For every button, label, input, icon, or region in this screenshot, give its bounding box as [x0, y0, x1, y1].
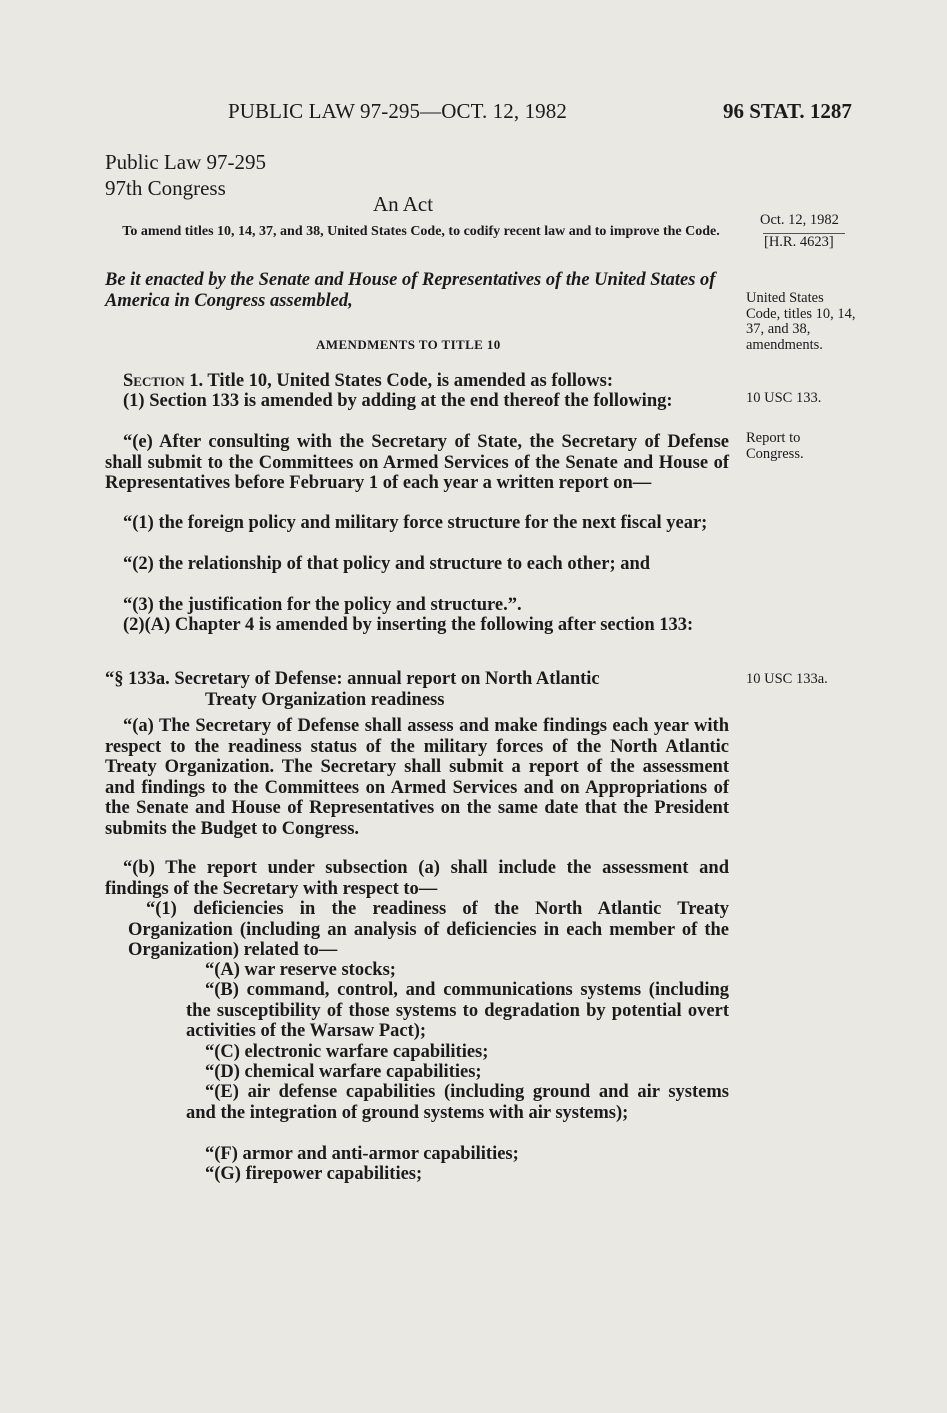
paragraph-1: (1) Section 133 is amended by adding at the end thereof the following: [123, 391, 673, 411]
item-E: “(E) air defense capabilities (including ground and air systems and the integration of ground systems with air systems); [186, 1082, 729, 1123]
paragraph-b: “(b) The report under subsection (a) shall include the assessment and findings of the Secretary with respect to— [105, 858, 729, 899]
paragraph-e: “(e) After consulting with the Secretary of State, the Secretary of Defense shall submit to the Committees on Armed Services of the Senate and House of Representatives before February 1 of each year a written report on— [105, 432, 729, 493]
section-1-intro [105, 371, 729, 392]
section-1-text: 1. Title 10, United States Code, is amended as follows: [184, 371, 614, 391]
margin-bill-number: [H.R. 4623] [764, 234, 834, 250]
congress-number: 97th Congress [105, 176, 226, 200]
margin-date: Oct. 12, 1982 [760, 212, 839, 228]
item-B: “(B) command, control, and communications systems (including the susceptibility of those systems to degradation by potential overt activities of the Warsaw Pact); [186, 980, 729, 1041]
margin-report-to-congress: Report to Congress. [746, 430, 804, 462]
running-head: PUBLIC LAW 97-295—OCT. 12, 1982 [228, 99, 567, 123]
section-133a-heading [105, 669, 729, 710]
item-3: “(3) the justification for the policy and structure.”. [123, 595, 522, 615]
item-b1: “(1) deficiencies in the readiness of the North Atlantic Treaty Organization (including an analysis of deficiencies in each member of the Organization) related to— [128, 899, 729, 960]
item-G: “(G) firepower capabilities; [205, 1164, 423, 1184]
margin-usc-amendments: United States Code, titles 10, 14, 37, and 38, amendments. [746, 290, 856, 353]
section-heading: AMENDMENTS TO TITLE 10 [316, 337, 501, 352]
margin-usc-133a: 10 USC 133a. [746, 671, 828, 687]
act-title: An Act [373, 192, 434, 216]
item-A: “(A) war reserve stocks; [205, 960, 396, 980]
public-law-number: Public Law 97-295 [105, 150, 266, 174]
enacting-clause: Be it enacted by the Senate and House of Representatives of the United States of America in Congress assembled, [105, 270, 716, 311]
section-133a-heading-line1: “§ 133a. Secretary of Defense: annual report on North Atlantic [105, 669, 600, 689]
item-D: “(D) chemical warfare capabilities; [205, 1062, 482, 1082]
paragraph-2a: (2)(A) Chapter 4 is amended by inserting the following after section 133: [123, 615, 694, 635]
item-F: “(F) armor and anti-armor capabilities; [205, 1144, 519, 1164]
section-label: Section [123, 371, 185, 391]
statute-page-number: 96 STAT. 1287 [723, 99, 852, 123]
paragraph-a: “(a) The Secretary of Defense shall assess and make findings each year with respect to the readiness status of the military forces of the North Atlantic Treaty Organization. The Secretary shall submit a report of the assessment and findings to the Committees on Armed Services and on Appropriations of the Senate and House of Representatives on the same date that the President submits the Budget to Congress. [105, 716, 729, 839]
act-purpose: To amend titles 10, 14, 37, and 38, United States Code, to codify recent law and to improve the Code. [122, 224, 720, 239]
item-2: “(2) the relationship of that policy and structure to each other; and [123, 554, 651, 574]
item-1: “(1) the foreign policy and military force structure for the next fiscal year; [123, 513, 708, 533]
item-C: “(C) electronic warfare capabilities; [205, 1042, 489, 1062]
section-133a-heading-line2: Treaty Organization readiness [205, 689, 445, 710]
margin-usc-133: 10 USC 133. [746, 390, 822, 406]
